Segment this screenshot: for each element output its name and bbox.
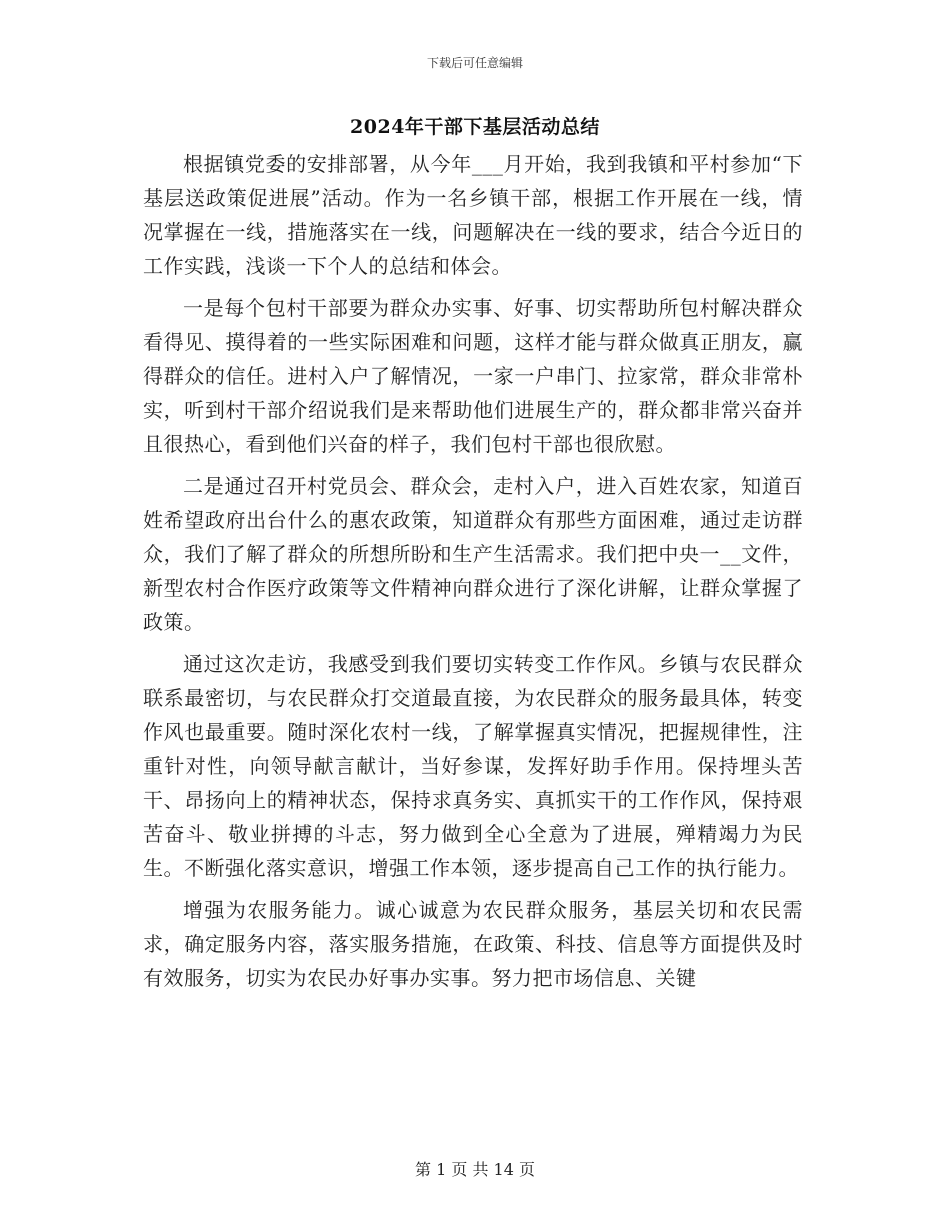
- document-title: 2024年干部下基层活动总结: [350, 116, 600, 138]
- document-body: [143, 147, 803, 1003]
- paragraph-work-style: 通过这次走访，我感受到我们要切实转变工作作风。乡镇与农民群众联系最密切，与农民群众打交道最直接，为农民群众的服务最具体，转变作风也最重要。随时深化农村一线，了解掌握真实情况，把握规律性，注重针对性，向领导献言献计，当好参谋，发挥好助手作用。保持埋头苦干、昂扬向上的精神状态，保持求真务实、真抓实干的工作作风，保持艰苦奋斗、敬业拼搏的斗志，努力做到全心全意为了进展，殚精竭力为民生。不断强化落实意识，增强工作本领，逐步提高自己工作的执行能力。: [143, 652, 803, 880]
- paragraph-service-ability: 增强为农服务能力。诚心诚意为农民群众服务，基层关切和农民需求，确定服务内容，落实服务措施，在政策、科技、信息等方面提供及时有效服务，切实为农民办好事办实事。努力把市场信息、关键: [143, 898, 803, 990]
- paragraph-point-one: 一是每个包村干部要为群众办实事、好事、切实帮助所包村解决群众看得见、摸得着的一些实际困难和问题，这样才能与群众做真正朋友，赢得群众的信任。进村入户了解情况，一家一户串门、拉家常，群众非常朴实，听到村干部介绍说我们是来帮助他们进展生产的，群众都非常兴奋并且很热心，看到他们兴奋的样子，我们包村干部也很欣慰。: [143, 296, 803, 456]
- paragraph-point-two: 二是通过召开村党员会、群众会，走村入户，进入百姓农家，知道百姓希望政府出台什么的惠农政策，知道群众有那些方面困难，通过走访群众，我们了解了群众的所想所盼和生产生活需求。我们把中央一__文件，新型农村合作医疗政策等文件精神向群众进行了深化讲解，让群众掌握了政策。: [143, 474, 803, 634]
- page-number: 第 1 页 共 14 页: [415, 1160, 535, 1179]
- header-note: 下载后可任意编辑: [426, 56, 523, 70]
- paragraph-intro: 根据镇党委的安排部署，从今年___月开始，我到我镇和平村参加“下基层送政策促进展”活动。作为一名乡镇干部，根据工作开展在一线，情况掌握在一线，措施落实在一线，问题解决在一线的要求，结合今近日的工作实践，浅谈一下个人的总结和体会。: [143, 152, 803, 278]
